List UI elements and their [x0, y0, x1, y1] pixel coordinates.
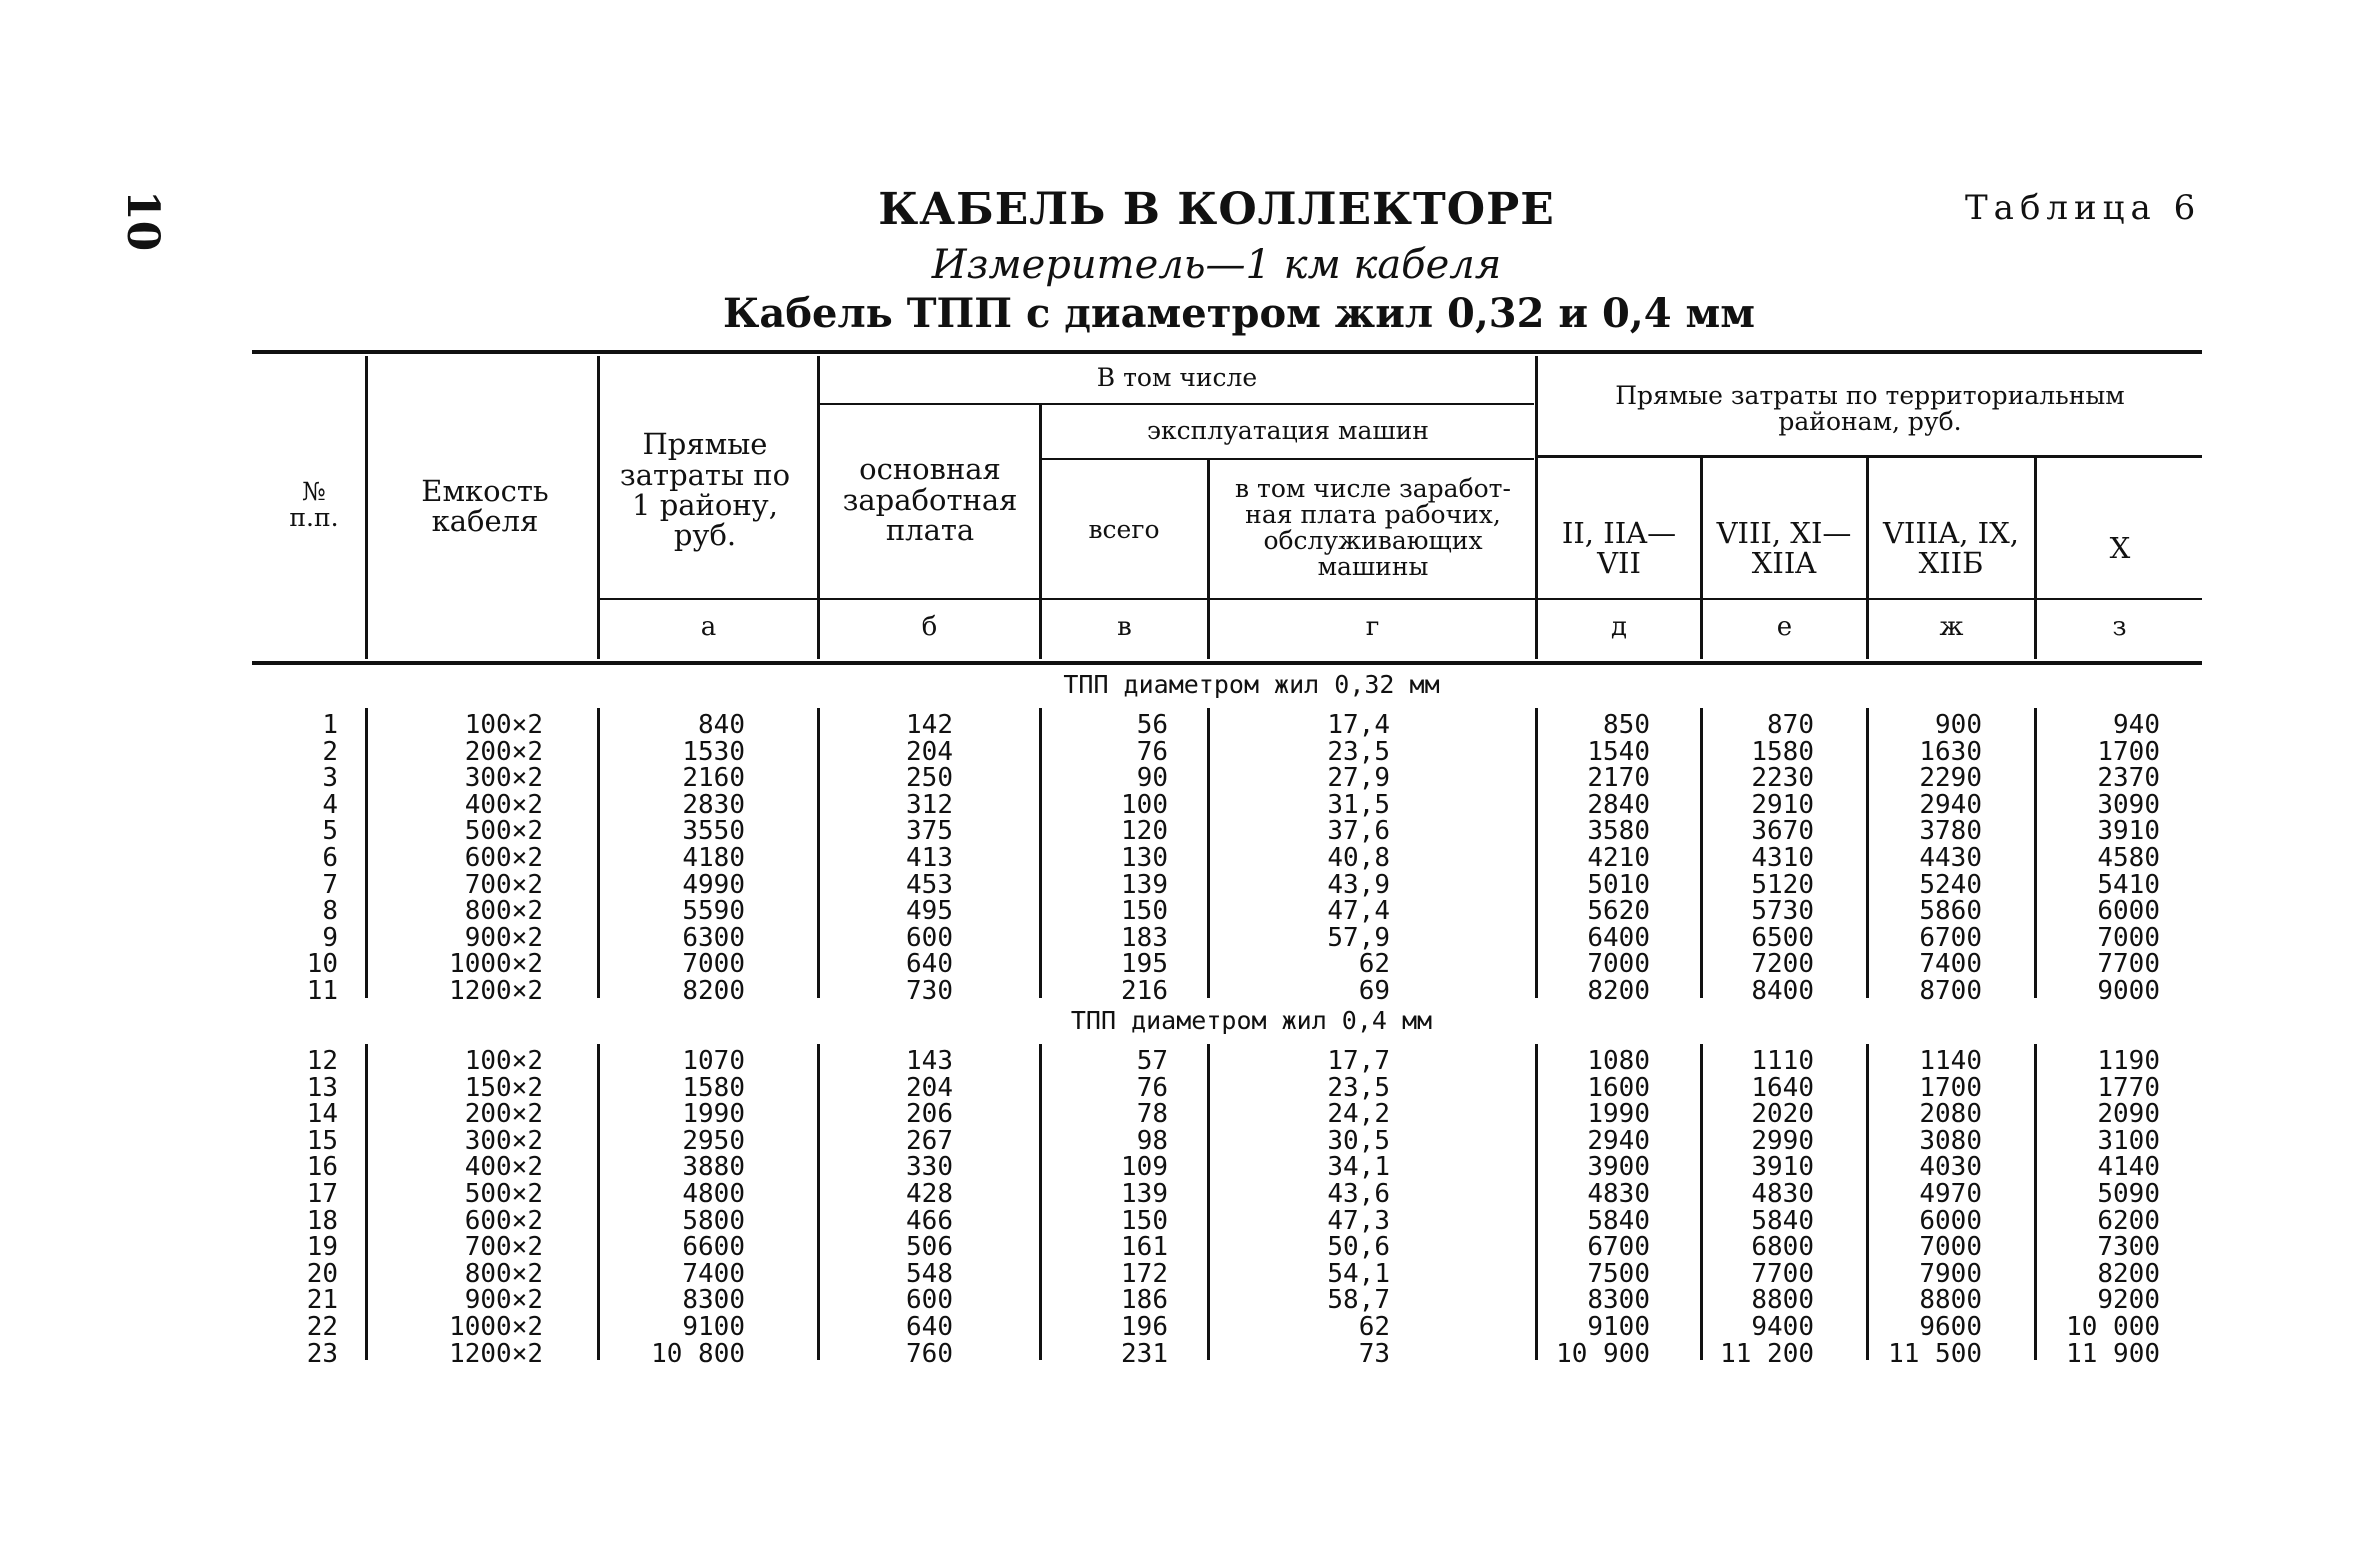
table-row	[0, 1287, 2373, 1314]
cost-region-1: 1540	[1587, 736, 1650, 767]
table-row	[0, 818, 2373, 845]
direct-cost: 7400	[682, 1258, 745, 1289]
header-region-2: VIII, XI—XIIA	[1716, 515, 1852, 580]
cost-region-1: 8300	[1587, 1285, 1650, 1316]
cost-region-1: 4210	[1587, 843, 1650, 873]
incl-sub-rule	[818, 403, 1534, 405]
machines-total: 56	[1136, 710, 1168, 740]
cost-region-4: 5410	[2097, 869, 2160, 900]
table-row	[0, 712, 2373, 739]
machine-wage: 58,7	[1327, 1285, 1390, 1316]
cost-region-3: 8700	[1919, 976, 1982, 1006]
machines-total: 76	[1136, 736, 1168, 767]
cost-region-3: 3080	[1919, 1125, 1982, 1156]
table-row	[0, 869, 2373, 900]
cost-region-3: 1630	[1919, 736, 1982, 767]
cost-region-2: 5730	[1751, 896, 1814, 927]
table-label: Таблица 6	[1965, 188, 2202, 228]
base-wage: 640	[906, 949, 953, 980]
cost-region-1: 3900	[1587, 1152, 1650, 1183]
cost-region-4: 3100	[2097, 1125, 2160, 1156]
cost-region-1: 2170	[1587, 763, 1650, 794]
cost-region-2: 2990	[1751, 1125, 1814, 1156]
cable-capacity: 200×2	[464, 736, 543, 767]
cost-region-4: 4580	[2097, 843, 2160, 873]
row-number: 7	[322, 869, 338, 900]
header-base-wage: основная заработная плата	[842, 452, 1018, 548]
direct-cost: 7000	[682, 949, 745, 980]
cost-region-1: 2840	[1587, 789, 1650, 820]
base-wage: 143	[906, 1046, 953, 1076]
machine-wage: 30,5	[1327, 1125, 1390, 1156]
cable-capacity: 1000×2	[449, 1312, 543, 1342]
cable-capacity: 100×2	[464, 1046, 543, 1076]
direct-cost: 4990	[682, 869, 745, 900]
row-number: 18	[306, 1205, 338, 1236]
direct-cost: 2950	[682, 1125, 745, 1156]
table-row	[0, 789, 2373, 820]
cost-region-3: 4970	[1919, 1179, 1982, 1209]
row-number: 20	[306, 1258, 338, 1289]
cost-region-3: 11 500	[1888, 1338, 1982, 1369]
machine-wage: 37,6	[1327, 816, 1390, 847]
direct-cost: 1530	[682, 736, 745, 767]
cost-region-1: 7500	[1587, 1258, 1650, 1289]
cost-region-1: 1600	[1587, 1072, 1650, 1103]
cable-capacity: 1200×2	[449, 1338, 543, 1369]
direct-cost: 4180	[682, 843, 745, 873]
cost-region-1: 3580	[1587, 816, 1650, 847]
table-row	[0, 1205, 2373, 1236]
cable-capacity: 600×2	[464, 1205, 543, 1236]
machine-wage: 17,4	[1327, 710, 1390, 740]
direct-cost: 5590	[682, 896, 745, 927]
machines-total: 120	[1121, 816, 1168, 847]
cable-capacity: 700×2	[464, 869, 543, 900]
section-title: ТПП диаметром жил 0,4 мм	[1070, 1006, 1433, 1035]
cost-region-2: 5120	[1751, 869, 1814, 900]
machine-wage: 23,5	[1327, 1072, 1390, 1103]
section-title: ТПП диаметром жил 0,32 мм	[1063, 670, 1440, 699]
machines-total: 100	[1121, 789, 1168, 820]
base-wage: 495	[906, 896, 953, 927]
machine-wage: 43,6	[1327, 1179, 1390, 1209]
table-row	[0, 1048, 2373, 1075]
table-row	[0, 978, 2373, 1005]
cost-region-2: 7700	[1751, 1258, 1814, 1289]
cable-capacity: 700×2	[464, 1232, 543, 1263]
cost-region-4: 1770	[2097, 1072, 2160, 1103]
machines-total: 76	[1136, 1072, 1168, 1103]
direct-cost: 840	[698, 710, 745, 740]
direct-cost: 1580	[682, 1072, 745, 1103]
cable-capacity: 150×2	[464, 1072, 543, 1103]
cost-region-3: 5240	[1919, 869, 1982, 900]
base-wage: 453	[906, 869, 953, 900]
base-wage: 600	[906, 922, 953, 953]
header-including: В том числе	[1096, 362, 1258, 392]
cost-region-3: 7000	[1919, 1232, 1982, 1263]
table-row	[0, 1258, 2373, 1289]
machines-total: 183	[1121, 922, 1168, 953]
cost-region-2: 9400	[1751, 1312, 1814, 1342]
base-wage: 206	[906, 1099, 953, 1130]
cost-region-1: 2940	[1587, 1125, 1650, 1156]
cost-region-2: 8400	[1751, 976, 1814, 1006]
table-row	[0, 1101, 2373, 1128]
table-top-rule	[252, 350, 2202, 354]
cost-region-1: 1080	[1587, 1046, 1650, 1076]
cost-region-2: 3670	[1751, 816, 1814, 847]
table-row	[0, 1314, 2373, 1341]
cost-region-2: 11 200	[1720, 1338, 1814, 1369]
cost-region-4: 11 900	[2066, 1338, 2160, 1369]
subtitle-cable: Кабель ТПП с диаметром жил 0,32 и 0,4 мм	[723, 290, 1755, 337]
cost-region-2: 1110	[1751, 1046, 1814, 1076]
cost-region-2: 4830	[1751, 1179, 1814, 1209]
base-wage: 760	[906, 1338, 953, 1369]
cost-region-3: 900	[1935, 710, 1982, 740]
row-number: 9	[322, 922, 338, 953]
row-number: 2	[322, 736, 338, 767]
cable-capacity: 300×2	[464, 763, 543, 794]
row-number: 11	[306, 976, 338, 1006]
base-wage: 428	[906, 1179, 953, 1209]
row-number: 23	[306, 1338, 338, 1369]
cost-region-3: 7900	[1919, 1258, 1982, 1289]
cable-capacity: 200×2	[464, 1099, 543, 1130]
machine-wage: 73	[1358, 1338, 1390, 1369]
cable-capacity: 100×2	[464, 710, 543, 740]
cost-region-2: 2020	[1751, 1099, 1814, 1130]
page-title: КАБЕЛЬ В КОЛЛЕКТОРЕ	[878, 184, 1555, 235]
cost-region-3: 1700	[1919, 1072, 1982, 1103]
machine-wage: 27,9	[1327, 763, 1390, 794]
cable-capacity: 800×2	[464, 1258, 543, 1289]
cost-region-1: 5840	[1587, 1205, 1650, 1236]
cost-region-2: 870	[1767, 710, 1814, 740]
cost-region-4: 6000	[2097, 896, 2160, 927]
cost-region-3: 9600	[1919, 1312, 1982, 1342]
cost-region-4: 10 000	[2066, 1312, 2160, 1342]
machine-wage: 62	[1358, 949, 1390, 980]
machine-wage: 62	[1358, 1312, 1390, 1342]
header-regions: Прямые затраты по территориальным районам, руб.	[1615, 380, 2125, 436]
machines-total: 98	[1136, 1125, 1168, 1156]
machine-wage: 31,5	[1327, 789, 1390, 820]
machines-total: 196	[1121, 1312, 1168, 1342]
machine-wage: 23,5	[1327, 736, 1390, 767]
row-number: 12	[306, 1046, 338, 1076]
machines-total: 231	[1121, 1338, 1168, 1369]
regions-sub-rule	[1537, 455, 2202, 458]
cost-region-3: 4030	[1919, 1152, 1982, 1183]
row-number: 13	[306, 1072, 338, 1103]
column-letter: г	[1365, 612, 1380, 642]
machines-total: 172	[1121, 1258, 1168, 1289]
machines-total: 90	[1136, 763, 1168, 794]
table-row	[0, 765, 2373, 792]
machine-wage: 24,2	[1327, 1099, 1390, 1130]
base-wage: 506	[906, 1232, 953, 1263]
cost-region-1: 5010	[1587, 869, 1650, 900]
base-wage: 142	[906, 710, 953, 740]
machine-wage: 43,9	[1327, 869, 1390, 900]
direct-cost: 3550	[682, 816, 745, 847]
cost-region-1: 10 900	[1556, 1338, 1650, 1369]
row-number: 1	[322, 710, 338, 740]
machine-wage: 54,1	[1327, 1258, 1390, 1289]
cost-region-1: 8200	[1587, 976, 1650, 1006]
cost-region-4: 9200	[2097, 1285, 2160, 1316]
cost-region-4: 5090	[2097, 1179, 2160, 1209]
table-row	[0, 1338, 2373, 1369]
cost-region-4: 1700	[2097, 736, 2160, 767]
machine-wage: 40,8	[1327, 843, 1390, 873]
cost-region-1: 5620	[1587, 896, 1650, 927]
table-row	[0, 922, 2373, 953]
row-number: 17	[306, 1179, 338, 1209]
row-number: 15	[306, 1125, 338, 1156]
column-letter: ж	[1939, 612, 1964, 642]
cost-region-1: 4830	[1587, 1179, 1650, 1209]
base-wage: 413	[906, 843, 953, 873]
cost-region-2: 6800	[1751, 1232, 1814, 1263]
header-region-1: II, IIA—VII	[1561, 515, 1677, 580]
cost-region-4: 940	[2113, 710, 2160, 740]
direct-cost: 2830	[682, 789, 745, 820]
cost-region-4: 2370	[2097, 763, 2160, 794]
table-row	[0, 1154, 2373, 1181]
row-number: 8	[322, 896, 338, 927]
direct-cost: 1990	[682, 1099, 745, 1130]
machines-total: 57	[1136, 1046, 1168, 1076]
header-machines: эксплуатация машин	[1147, 415, 1429, 445]
direct-cost: 9100	[682, 1312, 745, 1342]
direct-cost: 8200	[682, 976, 745, 1006]
cost-region-2: 2910	[1751, 789, 1814, 820]
header-machine-wage: в том числе заработ-ная плата рабочих, обслуживающих машины	[1235, 473, 1511, 582]
machines-total: 150	[1121, 1205, 1168, 1236]
cost-region-2: 1580	[1751, 736, 1814, 767]
base-wage: 730	[906, 976, 953, 1006]
column-letter: а	[700, 612, 717, 642]
machines-total: 216	[1121, 976, 1168, 1006]
header-end-rule	[252, 661, 2202, 665]
direct-cost: 5800	[682, 1205, 745, 1236]
row-number: 5	[322, 816, 338, 847]
cost-region-3: 6700	[1919, 922, 1982, 953]
column-letter: б	[921, 612, 938, 642]
machine-wage: 17,7	[1327, 1046, 1390, 1076]
machines-sub-rule	[1040, 458, 1534, 460]
machines-total: 139	[1121, 1179, 1168, 1209]
machine-wage: 69	[1358, 976, 1390, 1006]
cost-region-2: 6500	[1751, 922, 1814, 953]
cost-region-3: 2290	[1919, 763, 1982, 794]
table-row	[0, 1181, 2373, 1208]
cost-region-2: 5840	[1751, 1205, 1814, 1236]
cost-region-3: 2940	[1919, 789, 1982, 820]
cost-region-1: 7000	[1587, 949, 1650, 980]
cost-region-2: 3910	[1751, 1152, 1814, 1183]
subtitle-unit: Измеритель—1 км кабеля	[931, 242, 1502, 288]
cost-region-4: 7300	[2097, 1232, 2160, 1263]
cost-region-2: 2230	[1751, 763, 1814, 794]
row-number: 6	[322, 843, 338, 873]
cable-capacity: 1000×2	[449, 949, 543, 980]
column-letter: е	[1776, 612, 1793, 642]
cable-capacity: 900×2	[464, 922, 543, 953]
cost-region-3: 7400	[1919, 949, 1982, 980]
cable-capacity: 500×2	[464, 816, 543, 847]
table-row	[0, 898, 2373, 925]
row-number: 21	[306, 1285, 338, 1316]
base-wage: 250	[906, 763, 953, 794]
row-number: 14	[306, 1099, 338, 1130]
base-wage: 600	[906, 1285, 953, 1316]
cost-region-2: 4310	[1751, 843, 1814, 873]
row-number: 19	[306, 1232, 338, 1263]
machine-wage: 47,4	[1327, 896, 1390, 927]
direct-cost: 4800	[682, 1179, 745, 1209]
table-row	[0, 1125, 2373, 1156]
cost-region-3: 6000	[1919, 1205, 1982, 1236]
table-row	[0, 845, 2373, 872]
cable-capacity: 600×2	[464, 843, 543, 873]
header-region-4: X	[2109, 530, 2131, 565]
cost-region-4: 4140	[2097, 1152, 2160, 1183]
cost-region-1: 850	[1603, 710, 1650, 740]
cable-capacity: 500×2	[464, 1179, 543, 1209]
table-row	[0, 1234, 2373, 1261]
machines-total: 109	[1121, 1152, 1168, 1183]
base-wage: 312	[906, 789, 953, 820]
base-wage: 375	[906, 816, 953, 847]
base-wage: 204	[906, 736, 953, 767]
base-wage: 204	[906, 1072, 953, 1103]
direct-cost: 3880	[682, 1152, 745, 1183]
header-bottom-rule	[600, 598, 2202, 600]
direct-cost: 8300	[682, 1285, 745, 1316]
table-row	[0, 951, 2373, 978]
column-letter: в	[1117, 612, 1132, 642]
cable-capacity: 400×2	[464, 1152, 543, 1183]
cost-region-4: 6200	[2097, 1205, 2160, 1236]
machines-total: 78	[1136, 1099, 1168, 1130]
header-divider	[365, 356, 368, 659]
cost-region-3: 1140	[1919, 1046, 1982, 1076]
header-num: № п.п.	[289, 476, 339, 532]
cost-region-4: 9000	[2097, 976, 2160, 1006]
cost-region-4: 2090	[2097, 1099, 2160, 1130]
cost-region-3: 2080	[1919, 1099, 1982, 1130]
machines-total: 186	[1121, 1285, 1168, 1316]
machine-wage: 57,9	[1327, 922, 1390, 953]
direct-cost: 6600	[682, 1232, 745, 1263]
cable-capacity: 400×2	[464, 789, 543, 820]
machines-total: 139	[1121, 869, 1168, 900]
cable-capacity: 800×2	[464, 896, 543, 927]
cost-region-4: 1190	[2097, 1046, 2160, 1076]
row-number: 22	[306, 1312, 338, 1342]
header-region-3: VIIIA, IX, XIIБ	[1882, 515, 2019, 580]
cost-region-3: 4430	[1919, 843, 1982, 873]
cost-region-1: 1990	[1587, 1099, 1650, 1130]
row-number: 4	[322, 789, 338, 820]
cable-capacity: 300×2	[464, 1125, 543, 1156]
cost-region-2: 1640	[1751, 1072, 1814, 1103]
table-row	[0, 736, 2373, 767]
machines-total: 195	[1121, 949, 1168, 980]
cost-region-2: 8800	[1751, 1285, 1814, 1316]
direct-cost: 6300	[682, 922, 745, 953]
cost-region-1: 9100	[1587, 1312, 1650, 1342]
cost-region-4: 8200	[2097, 1258, 2160, 1289]
table-row	[0, 1072, 2373, 1103]
cost-region-1: 6700	[1587, 1232, 1650, 1263]
column-letter: д	[1610, 612, 1627, 642]
base-wage: 548	[906, 1258, 953, 1289]
base-wage: 330	[906, 1152, 953, 1183]
cost-region-4: 3910	[2097, 816, 2160, 847]
cable-capacity: 1200×2	[449, 976, 543, 1006]
page-number: 10	[117, 190, 168, 252]
machines-total: 150	[1121, 896, 1168, 927]
machines-total: 161	[1121, 1232, 1168, 1263]
direct-cost: 2160	[682, 763, 745, 794]
machine-wage: 50,6	[1327, 1232, 1390, 1263]
direct-cost: 10 800	[651, 1338, 745, 1369]
cost-region-3: 3780	[1919, 816, 1982, 847]
machines-total: 130	[1121, 843, 1168, 873]
cost-region-4: 7000	[2097, 922, 2160, 953]
direct-cost: 1070	[682, 1046, 745, 1076]
base-wage: 267	[906, 1125, 953, 1156]
row-number: 10	[306, 949, 338, 980]
base-wage: 466	[906, 1205, 953, 1236]
cost-region-2: 7200	[1751, 949, 1814, 980]
cable-capacity: 900×2	[464, 1285, 543, 1316]
cost-region-4: 7700	[2097, 949, 2160, 980]
cost-region-3: 5860	[1919, 896, 1982, 927]
header-machines-total: всего	[1088, 514, 1160, 544]
column-letter: з	[2112, 612, 2127, 642]
cost-region-1: 6400	[1587, 922, 1650, 953]
cost-region-4: 3090	[2097, 789, 2160, 820]
row-number: 3	[322, 763, 338, 794]
header-capacity: Емкость кабеля	[421, 473, 549, 538]
machine-wage: 34,1	[1327, 1152, 1390, 1183]
cost-region-3: 8800	[1919, 1285, 1982, 1316]
machine-wage: 47,3	[1327, 1205, 1390, 1236]
row-number: 16	[306, 1152, 338, 1183]
header-direct-cost: Прямые затраты по 1 району, руб.	[619, 427, 791, 553]
base-wage: 640	[906, 1312, 953, 1342]
